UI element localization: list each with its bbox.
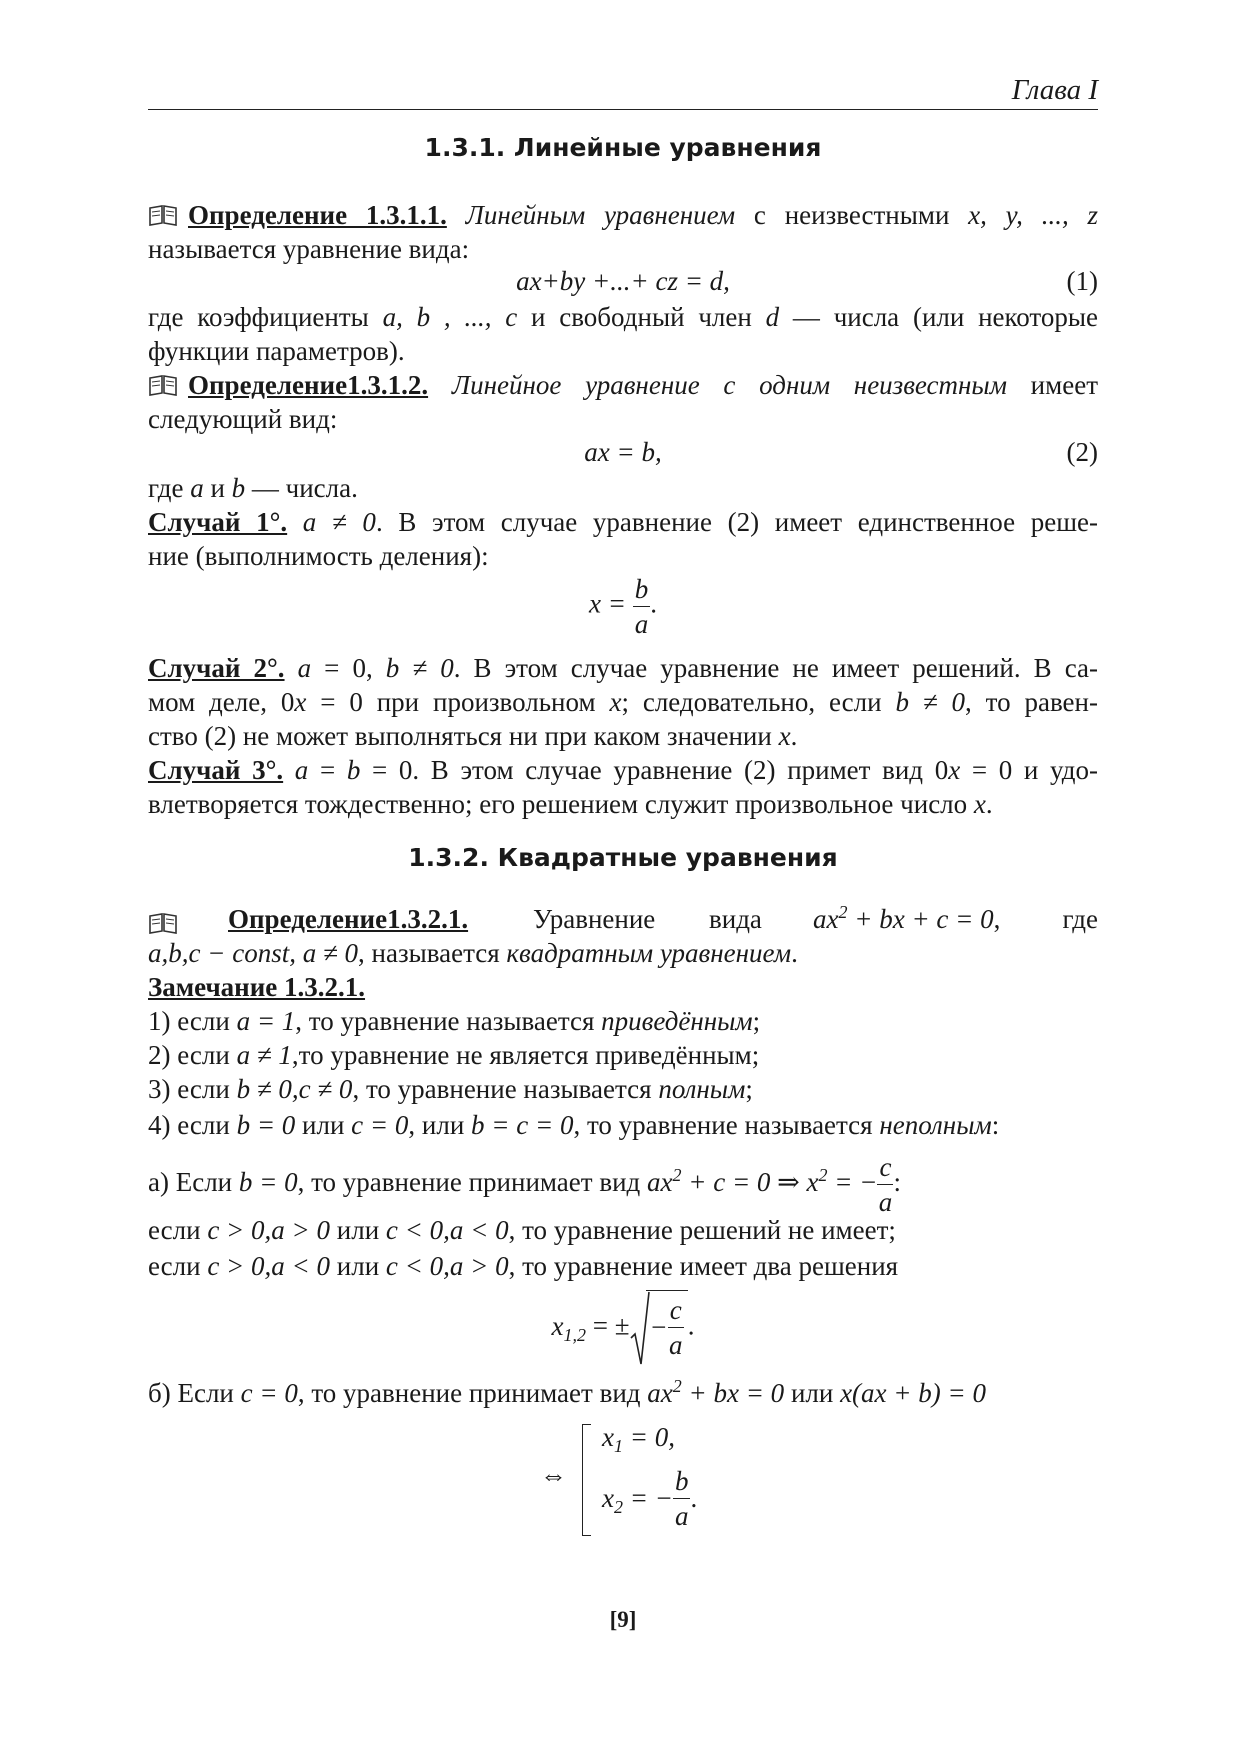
def-term: Линейным уравнением — [465, 200, 736, 230]
math: ax — [647, 1378, 673, 1408]
text: , то уравнение имеет два решения — [508, 1251, 899, 1281]
math: x — [948, 755, 961, 785]
equation-2-text: ax = b, — [584, 437, 662, 467]
text: — числа (или некоторые — [779, 302, 1098, 332]
text: 2) если — [148, 1040, 237, 1070]
part-a-formula — [647, 1167, 877, 1197]
page-number: [9] — [609, 1607, 637, 1632]
def-label: Определение1.3.1.2. — [188, 370, 429, 400]
math: x — [602, 1422, 614, 1452]
text: , то уравнение называется — [352, 1074, 659, 1104]
text: где — [148, 473, 191, 503]
def-1-3-1-1-line4: функции параметров). — [148, 336, 405, 366]
case-3-line2 — [148, 787, 1098, 821]
running-header: Глава I — [1011, 74, 1098, 106]
root-formula — [148, 1290, 1098, 1366]
math: d — [765, 302, 780, 332]
def-text: имеет — [1006, 370, 1098, 400]
def-label: Определение 1.3.1.1. — [188, 200, 447, 230]
math: b — [346, 755, 361, 785]
text: б) Если — [148, 1378, 241, 1408]
equation-1-text: ax+by +...+ cz = d, — [516, 266, 730, 296]
math: = 0, — [622, 1422, 675, 1452]
term: приведённым — [601, 1006, 753, 1036]
remark-item-2 — [148, 1038, 1098, 1072]
text: или — [330, 1251, 386, 1281]
numerator: c — [668, 1293, 684, 1328]
math: c < 0,a > 0 — [385, 1251, 509, 1281]
math: a — [284, 653, 312, 683]
text: , — [993, 904, 1001, 934]
math: x — [609, 687, 622, 717]
text: а) Если — [148, 1167, 239, 1197]
solution-x2 — [602, 1464, 697, 1533]
text: . В этом случае уравнение (2) имеет единственное реше- — [375, 507, 1098, 537]
remark-item-3 — [148, 1072, 1098, 1106]
text: влетворяется тождественно; его решением служит произвольное число — [148, 789, 974, 819]
math: x(ax + b) = 0 — [840, 1378, 986, 1408]
radicand — [646, 1290, 688, 1362]
superscript: 2 — [672, 1376, 682, 1396]
def-text: с неизвестными — [735, 200, 969, 230]
text: где — [1062, 904, 1098, 934]
math: x — [778, 721, 791, 751]
def-label: Определение1.3.2.1. — [228, 904, 469, 934]
math: + bx + c = 0 — [847, 904, 994, 934]
def-1-3-1-2-line1 — [148, 368, 1098, 402]
text: 1) если — [148, 1006, 237, 1036]
text: = 0. В этом случае уравнение (2) примет вид 0 — [360, 755, 949, 785]
text: , то равен- — [965, 687, 1098, 717]
math: b = c = 0 — [471, 1110, 574, 1140]
system-of-solutions — [540, 1420, 780, 1538]
denominator: a — [634, 609, 649, 639]
section-title-1-3-2: 1.3.2. Квадратные уравнения — [408, 843, 838, 872]
def-vars: x, y, ..., z — [968, 200, 1098, 230]
text: если — [148, 1215, 208, 1245]
math: a — [283, 755, 309, 785]
math: b — [231, 473, 246, 503]
def-1-3-1-1-line1 — [148, 198, 1098, 232]
text: . — [690, 1483, 698, 1513]
case-2-line3 — [148, 719, 1098, 753]
text: . В этом случае уравнение не имеет решений. В са- — [453, 653, 1099, 683]
text: = 0 и удо- — [960, 755, 1099, 785]
fraction-c-over-a — [877, 1150, 893, 1219]
text: , то уравнение называется — [573, 1110, 880, 1140]
fraction-c-over-a — [668, 1293, 684, 1362]
text: или — [295, 1110, 352, 1140]
math: = − — [622, 1483, 673, 1513]
text: = 0 при произвольном — [306, 687, 610, 717]
part-a-line3 — [148, 1249, 1098, 1283]
text: вида — [709, 904, 762, 934]
def-1-3-1-1-line2: называется уравнение вида: — [148, 234, 470, 264]
def-1-3-1-2-line2: следующий вид: — [148, 404, 338, 434]
subscript: 2 — [613, 1497, 623, 1517]
superscript: 2 — [672, 1165, 682, 1185]
text: или — [330, 1215, 386, 1245]
math: c > 0,a < 0 — [207, 1251, 331, 1281]
def-equation — [813, 902, 1000, 936]
def-1-3-2-1-line2 — [148, 936, 1098, 970]
text: где коэффициенты — [148, 302, 383, 332]
remark-item-1 — [148, 1004, 1098, 1038]
part-a-line1 — [148, 1146, 1098, 1218]
text: ство (2) не может выполняться ни при каком значении — [148, 721, 779, 751]
text: . — [687, 1310, 695, 1341]
book-icon — [148, 370, 178, 392]
remark-label-line — [148, 970, 1098, 1004]
header-rule — [148, 109, 1098, 110]
case-label: Случай 3°. — [148, 755, 284, 785]
square-bracket — [582, 1424, 591, 1536]
text: , то уравнение называется — [295, 1006, 602, 1036]
text: или — [784, 1378, 841, 1408]
text: . — [791, 938, 798, 968]
remark-item-4 — [148, 1108, 1098, 1142]
remark-label: Замечание 1.3.2.1. — [148, 972, 366, 1002]
math: c > 0,a > 0 — [207, 1215, 331, 1245]
text: = — [308, 755, 347, 785]
math: a = 1 — [236, 1006, 296, 1036]
equation-1 — [148, 266, 1098, 297]
text: : — [893, 1167, 901, 1197]
solution-x1 — [602, 1422, 675, 1456]
math: a ≠ 0 — [287, 507, 376, 537]
numerator: c — [877, 1150, 893, 1185]
case-label: Случай 2°. — [148, 653, 285, 683]
text: ; — [745, 1074, 753, 1104]
fraction-b-over-a — [633, 572, 651, 641]
text: Уравнение — [533, 904, 656, 934]
text: и — [203, 473, 232, 503]
equation-2 — [148, 437, 1098, 468]
text: ,то уравнение не является приведённым; — [291, 1040, 760, 1070]
math: ax — [647, 1167, 673, 1197]
math: = ± — [585, 1310, 630, 1341]
math: a — [190, 473, 204, 503]
text: , называется — [358, 938, 507, 968]
equation-number-2: (2) — [1066, 437, 1098, 467]
math: x — [551, 1310, 564, 1341]
text: ; — [752, 1006, 761, 1036]
text: — числа. — [245, 473, 358, 503]
text: . — [790, 721, 798, 751]
math: c < 0,a < 0 — [385, 1215, 509, 1245]
math: c = 0 — [240, 1378, 298, 1408]
denominator: a — [878, 1187, 893, 1218]
text: , то уравнение решений не имеет; — [508, 1215, 896, 1245]
math: b ≠ 0 — [385, 653, 454, 683]
case-1-line1 — [148, 505, 1098, 539]
def-term: Линейное уравнение с одним неизвестным — [451, 370, 1007, 400]
def-1-3-1-2-line3 — [148, 471, 1098, 505]
math: c = 0 — [351, 1110, 409, 1140]
math: = − — [827, 1167, 878, 1197]
superscript: 2 — [838, 902, 848, 922]
book-icon — [148, 200, 178, 222]
text: . — [985, 789, 993, 819]
equivalence-symbol: ⇔ — [540, 1460, 567, 1490]
text: и свободный член — [517, 302, 766, 332]
equation-number-1: (1) — [1066, 266, 1098, 296]
text: ; следовательно, если — [621, 687, 896, 717]
math: x — [294, 687, 307, 717]
text: мом деле, 0 — [148, 687, 295, 717]
part-b-line1 — [148, 1376, 1098, 1410]
math: x — [973, 789, 986, 819]
math: a, b , ..., c — [382, 302, 518, 332]
text: : — [991, 1110, 1000, 1140]
text: , то уравнение принимает вид — [297, 1167, 648, 1197]
case-3-line1 — [148, 753, 1098, 787]
term: неполным — [879, 1110, 992, 1140]
case-1-formula — [148, 572, 1098, 641]
case-label: Случай 1°. — [148, 507, 288, 537]
text: если — [148, 1251, 208, 1281]
root-lhs — [551, 1310, 586, 1345]
math: b = 0 — [236, 1110, 296, 1140]
text: . — [650, 588, 657, 619]
math: b ≠ 0 — [895, 687, 966, 717]
text: 3) если — [148, 1074, 237, 1104]
math: x — [602, 1483, 614, 1513]
math: + bx = 0 — [681, 1378, 785, 1408]
case-2-line2 — [148, 685, 1098, 719]
subscript: 1,2 — [563, 1324, 586, 1345]
square-root — [630, 1290, 688, 1362]
case-2-line1 — [148, 651, 1098, 685]
text: , или — [408, 1110, 472, 1140]
section-title-1-3-1: 1.3.1. Линейные уравнения — [424, 133, 822, 162]
part-a-line2 — [148, 1213, 1098, 1247]
denominator: a — [669, 1330, 683, 1360]
subscript: 1 — [613, 1436, 623, 1456]
superscript: 2 — [818, 1165, 828, 1185]
book-icon — [148, 908, 178, 930]
math: b = 0 — [238, 1167, 298, 1197]
term: полным — [658, 1074, 746, 1104]
math: a,b,c − const, a ≠ 0 — [148, 938, 359, 968]
def-1-3-1-1-line3 — [148, 300, 1098, 334]
text: = 0, — [311, 653, 386, 683]
text: 4) если — [148, 1110, 237, 1140]
math: b ≠ 0,c ≠ 0 — [236, 1074, 353, 1104]
text: , то уравнение принимает вид — [297, 1378, 648, 1408]
math: x = — [589, 588, 626, 619]
math: ax — [813, 904, 839, 934]
case-1-line2: ние (выполнимость деления): — [148, 541, 489, 571]
math: a ≠ 1 — [236, 1040, 292, 1070]
numerator: b — [633, 572, 651, 607]
def-term: квадратным уравнением — [506, 938, 792, 968]
math: + c = 0 ⇒ x — [681, 1167, 819, 1197]
fraction-b-over-a — [673, 1464, 691, 1533]
part-b-formula — [647, 1378, 784, 1408]
math: − — [649, 1312, 668, 1342]
denominator: a — [674, 1501, 689, 1531]
numerator: b — [673, 1464, 691, 1499]
x2-lhs — [602, 1483, 673, 1517]
